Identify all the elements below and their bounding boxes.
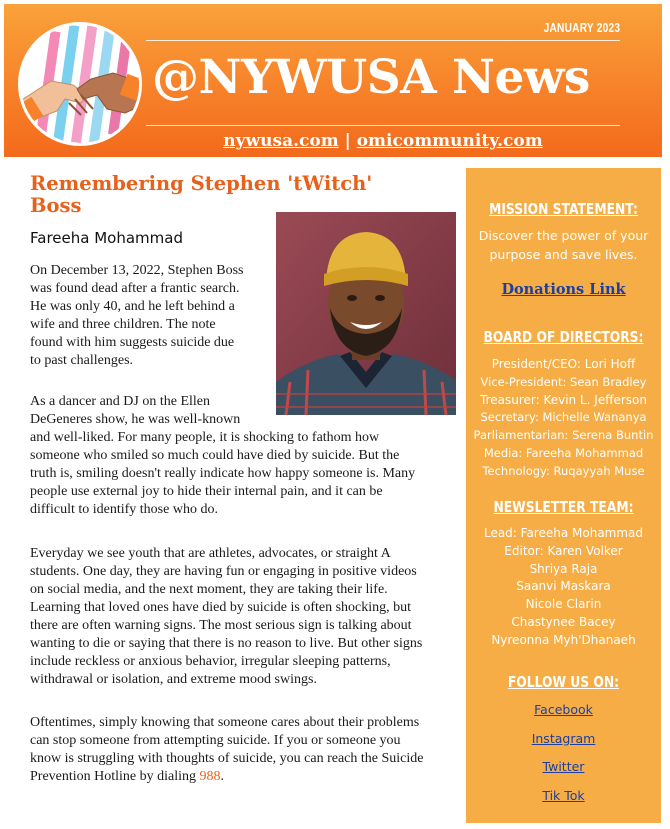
paragraph-line: include reckless or anxious behavior, irregular sleeping patterns, bbox=[30, 654, 391, 669]
board-heading: BOARD OF DIRECTORS: bbox=[483, 328, 644, 346]
header-divider-top bbox=[146, 40, 620, 41]
paragraph-line: Oftentimes, simply knowing that someone cares about their problems bbox=[30, 715, 420, 730]
tiktok-link[interactable]: Tik Tok bbox=[542, 788, 585, 803]
paragraph-line: wife and three children. The note bbox=[30, 317, 216, 332]
paragraph-line: people use external joy to hide their internal pain, and it can be bbox=[30, 484, 383, 499]
hotline-number: 988 bbox=[199, 769, 221, 784]
handshake-logo-icon bbox=[18, 22, 142, 146]
article-paragraph-3 bbox=[30, 545, 455, 689]
team-member: Editor: Karen Volker bbox=[504, 543, 623, 558]
paragraph-line: DeGeneres show, he was well-known bbox=[30, 412, 241, 427]
paragraph-line: on social media, and the next moment, they are taking their life. bbox=[30, 582, 388, 597]
mission-line: purpose and save lives. bbox=[489, 247, 638, 262]
article-paragraph-2 bbox=[30, 393, 455, 519]
paragraph-line: Everyday we see youth that are athletes, advocates, or straight A bbox=[30, 546, 391, 561]
link-separator: | bbox=[338, 131, 357, 151]
hotline-prefix: Prevention Hotline by dialing bbox=[30, 769, 200, 784]
nywusa-link[interactable]: nywusa.com bbox=[223, 131, 339, 151]
team-member: Shriya Raja bbox=[529, 561, 598, 576]
team-member: Nicole Clarin bbox=[525, 597, 602, 612]
paragraph-line: difficult to identify those who do. bbox=[30, 502, 218, 517]
paragraph-line: someone who smiled so much could have died by suicide. But the bbox=[30, 448, 400, 463]
paragraph-line: found with him suggests suicide due bbox=[30, 335, 235, 350]
twitter-link[interactable]: Twitter bbox=[542, 759, 585, 774]
newsletter-header bbox=[4, 4, 662, 157]
paragraph-line: On December 13, 2022, Stephen Boss bbox=[30, 263, 244, 278]
sidebar bbox=[466, 168, 661, 823]
paragraph-line: As a dancer and DJ on the Ellen bbox=[30, 394, 210, 409]
article-author: Fareeha Mohammad bbox=[30, 229, 183, 247]
board-member: Treasurer: Kevin L. Jefferson bbox=[480, 392, 647, 407]
article-paragraph-4 bbox=[30, 714, 455, 786]
paragraph-line: can stop someone from attempting suicide. If you or someone you bbox=[30, 733, 401, 748]
board-member: President/CEO: Lori Hoff bbox=[491, 357, 636, 371]
paragraph-line: students. One day, they are having fun or engaging in positive videos bbox=[30, 564, 417, 579]
header-links bbox=[146, 131, 620, 151]
board-member: Secretary: Michelle Wananya bbox=[480, 410, 647, 425]
mission-line: Discover the power of your bbox=[478, 228, 649, 243]
paragraph-line: and well-liked. For many people, it is shocking to fathom how bbox=[30, 430, 380, 445]
team-member: Saanvi Maskara bbox=[516, 579, 611, 594]
article-headline: Remembering Stephen 'tWitch' Boss bbox=[30, 172, 373, 217]
instagram-link[interactable]: Instagram bbox=[531, 731, 596, 746]
article-paragraph-1 bbox=[30, 262, 265, 370]
board-member: Media: Fareeha Mohammad bbox=[483, 445, 644, 460]
paragraph-line: there are often warning signs. The most serious sign is talking about bbox=[30, 618, 412, 633]
team-heading: NEWSLETTER TEAM: bbox=[493, 498, 634, 516]
header-divider-bottom bbox=[146, 125, 620, 126]
team-list bbox=[466, 525, 661, 650]
team-member: Nyreonna Myh'Dhanaeh bbox=[491, 632, 636, 647]
board-list bbox=[466, 356, 661, 481]
mission-statement bbox=[466, 226, 661, 264]
hotline-suffix: . bbox=[220, 769, 225, 784]
paragraph-line: wanting to die or saying that there is no reason to live. But other signs bbox=[30, 636, 423, 651]
mission-heading: MISSION STATEMENT: bbox=[489, 200, 638, 218]
paragraph-line: truth is, smiling doesn't really indicate how happy someone is. Many bbox=[30, 466, 416, 481]
follow-heading: FOLLOW US ON: bbox=[507, 673, 620, 691]
paragraph-line: He was only 40, and he left behind a bbox=[30, 299, 235, 314]
paragraph-line bbox=[30, 768, 455, 786]
team-member: Chastynee Bacey bbox=[511, 614, 616, 629]
issue-date: JANUARY 2023 bbox=[543, 20, 620, 35]
facebook-link[interactable]: Facebook bbox=[534, 702, 593, 717]
donations-link[interactable]: Donations Link bbox=[501, 281, 626, 298]
board-member: Parliamentarian: Serena Buntin bbox=[473, 428, 654, 443]
paragraph-line: withdrawal or isolation, and extreme mood swings. bbox=[30, 672, 317, 687]
board-member: Vice-President: Sean Bradley bbox=[480, 374, 647, 389]
paragraph-line: was found dead after a frantic search. bbox=[30, 281, 240, 296]
paragraph-line: know is struggling with thoughts of suicide, you can reach the Suicide bbox=[30, 751, 424, 766]
stephen-boss-photo bbox=[276, 212, 456, 415]
paragraph-line: Learning that loved ones have died by suicide is often shocking, but bbox=[30, 600, 412, 615]
paragraph-line: to past challenges. bbox=[30, 353, 134, 368]
board-member: Technology: Ruqayyah Muse bbox=[482, 463, 645, 478]
omicommunity-link[interactable]: omicommunity.com bbox=[356, 131, 543, 151]
newsletter-title: @NYWUSA News bbox=[152, 50, 590, 105]
team-member: Lead: Fareeha Mohammad bbox=[483, 526, 644, 540]
